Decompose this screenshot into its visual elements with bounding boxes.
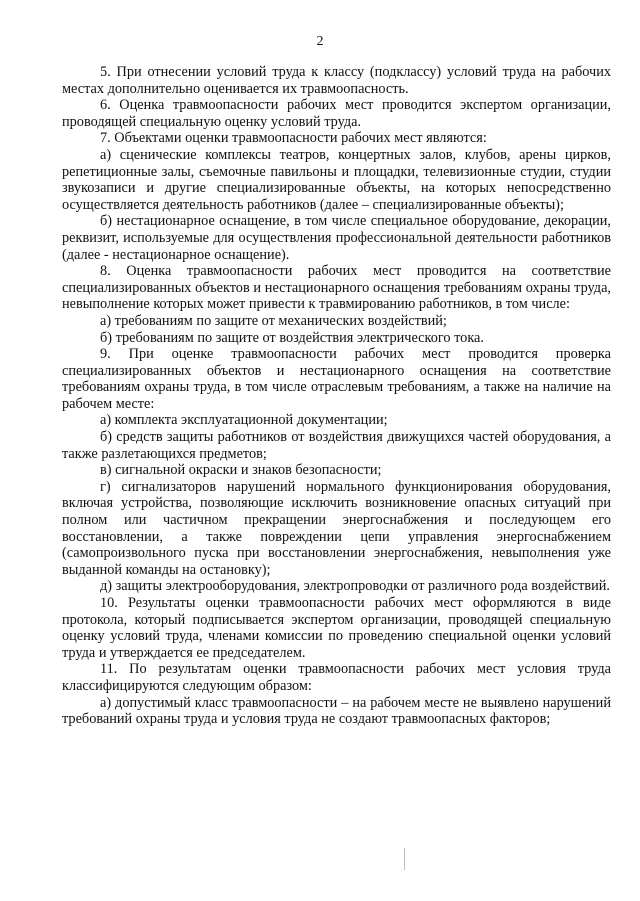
paragraph-7b: б) нестационарное оснащение, в том числе специальное оборудование, декорации, реквизит, используемые для осуществления профессиональной деятельности работников (далее - нестационарное оснащение). [62, 213, 611, 263]
paragraph-9v: в) сигнальной окраски и знаков безопасности; [100, 462, 382, 479]
paragraph-9a: а) комплекта эксплуатационной документации; [100, 412, 388, 429]
paragraph-8: 8. Оценка травмоопасности рабочих мест проводится на соответствие специализированных объектов и нестационарного оснащения требованиям охраны труда, невыполнение которых может привести к травмированию работников, в том числе: [62, 263, 611, 313]
paragraph-8a: а) требованиям по защите от механических воздействий; [100, 312, 447, 329]
paragraph-7: 7. Объектами оценки травмоопасности рабочих мест являются: [100, 130, 487, 147]
page-number: 2 [316, 34, 324, 49]
paragraph-6: 6. Оценка травмоопасности рабочих мест проводится экспертом организации, проводящей специальную оценку условий труда. [62, 97, 611, 130]
paragraph-9b: б) средств защиты работников от воздействия движущихся частей оборудования, а также разлетающихся предметов; [62, 429, 611, 462]
paragraph-9: 9. При оценке травмоопасности рабочих мест проводится проверка специализированных объектов и нестационарного оснащения на соответствие требованиям охраны труда, в том числе отраслевым требованиям, а также на наличие на рабочем месте: [62, 346, 611, 412]
paragraph-8b: б) требованиям по защите от воздействия электрического тока. [100, 329, 484, 346]
paragraph-9g: г) сигнализаторов нарушений нормального функционирования оборудования, включая устройства, позволяющие исключить возникновение опасных ситуаций при полном или частичном прекращении энергоснабжения и последующем его восстановлении, а также повреждении цепи управления энергоснабжением (самопроизвольного пуска при восстановлении энергоснабжения, невыполнения уже выданной команды на остановку); [62, 478, 611, 578]
paragraph-10: 10. Результаты оценки травмоопасности рабочих мест оформляются в виде протокола, который подписывается экспертом организации, проводящей специальную оценку условий труда, членами комиссии по проведению специальной оценки условий труда и утверждается ее председателем. [62, 595, 611, 661]
document-body [62, 64, 611, 728]
paragraph-9d: д) защиты электрооборудования, электропроводки от различного рода воздействий. [100, 578, 610, 595]
paragraph-11: 11. По результатам оценки травмоопасности рабочих мест условия труда классифицируются следующим образом: [62, 661, 611, 694]
paragraph-11a: а) допустимый класс травмоопасности – на рабочем месте не выявлено нарушений требований охраны труда и условия труда не создают травмоопасных факторов; [62, 694, 611, 728]
paragraph-5: 5. При отнесении условий труда к классу (подклассу) условий труда на рабочих местах дополнительно оценивается их травмоопасность. [62, 64, 611, 97]
paragraph-7a: а) сценические комплексы театров, концертных залов, клубов, арены цирков, репетиционные залы, съемочные павильоны и площадки, телевизионные студии, студии звукозаписи и другие специализированные объекты, на которых непосредственно осуществляется деятельность работников (далее – специализированные объекты); [62, 146, 611, 213]
scan-artifact-line [404, 848, 405, 870]
